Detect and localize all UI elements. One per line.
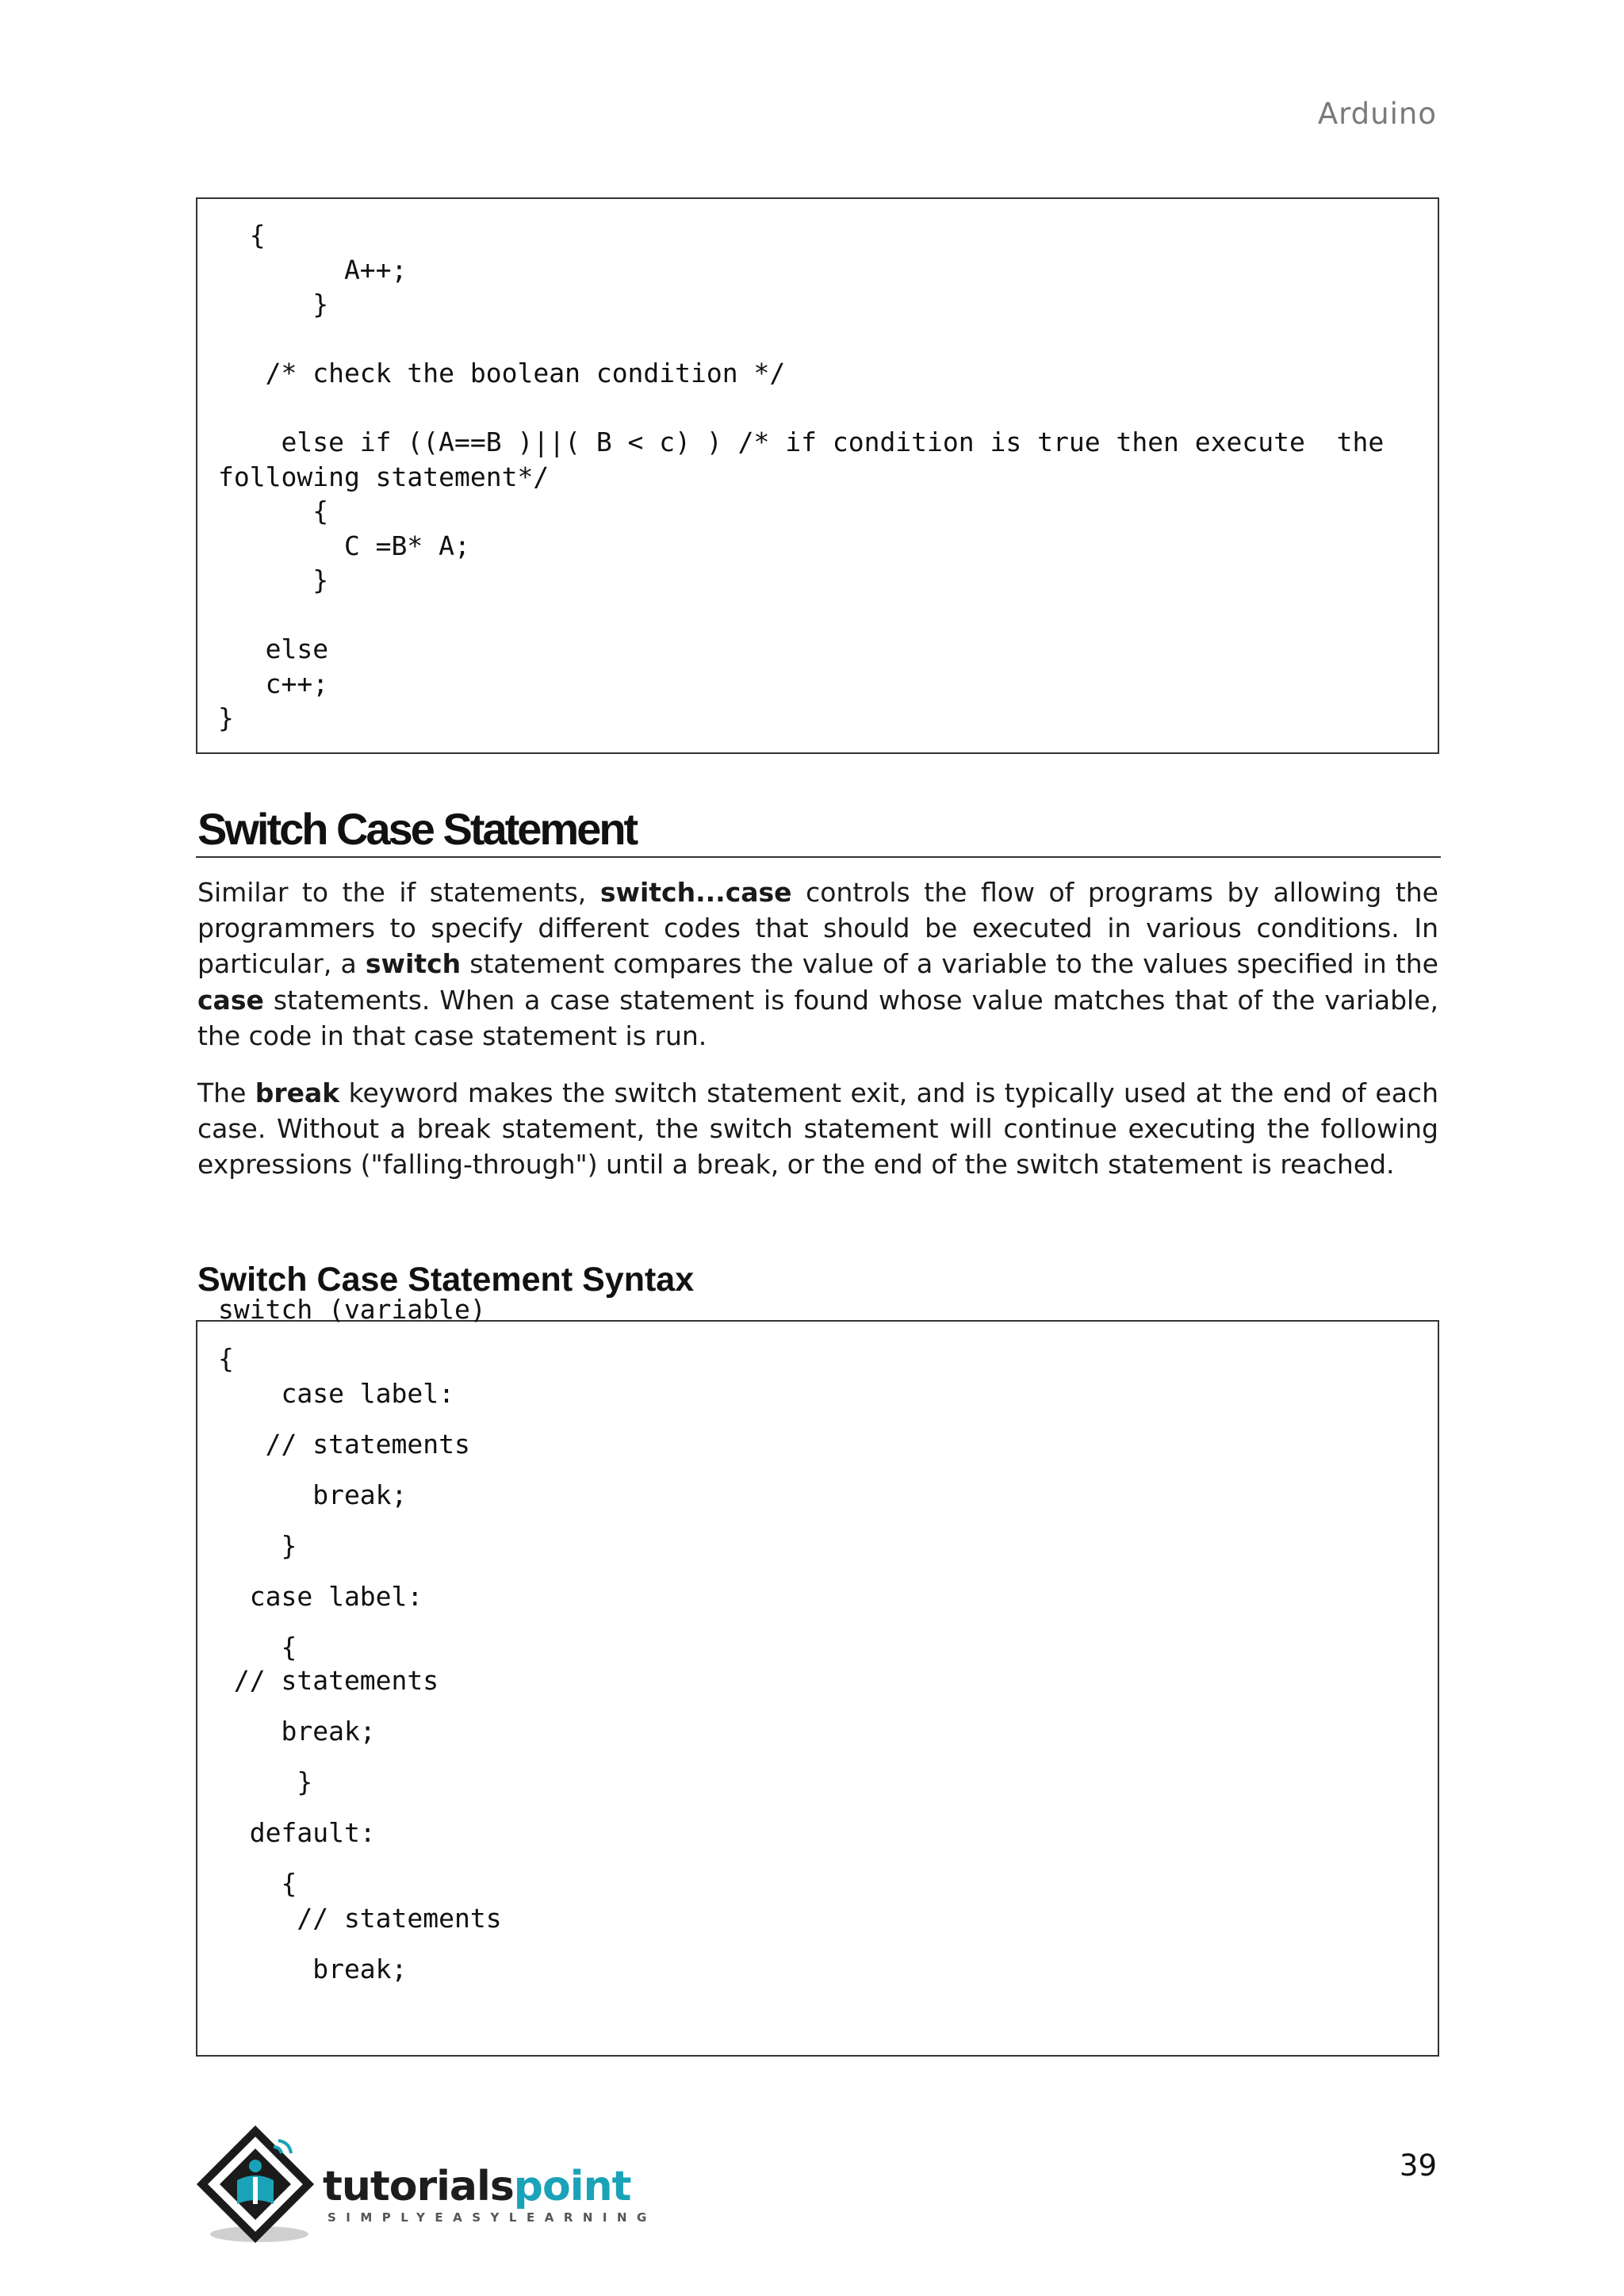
logo-word-tutorials: tutorials — [323, 2163, 514, 2210]
text-run: Similar to the if statements, — [197, 877, 600, 908]
subsection-title: Switch Case Statement Syntax — [197, 1261, 695, 1299]
bold-keyword: case — [197, 984, 264, 1016]
code-block-switch-syntax — [196, 1294, 1439, 2057]
logo-wordmark — [323, 2163, 630, 2210]
bold-keyword: break — [255, 1077, 340, 1108]
code-line: } — [218, 1530, 297, 1561]
text-run: keyword makes the switch statement exit, and is typically used at the end of each case. Without a break statement, the switch statement will continue executing the following expressions ("falling-through") until a break, or the end of the switch statement is reached. — [197, 1077, 1438, 1181]
code-text: { A++; } /* check the boolean condition */ else if ((A==B )||( B < c) ) /* if condition is true then execute the following statement*/ { C =B* A; } else c++; } — [218, 220, 1385, 733]
tutorialspoint-logo — [196, 2125, 657, 2244]
logo-diamond-icon — [196, 2125, 315, 2244]
code-line: // statements — [218, 1903, 502, 1934]
bold-keyword: switch...case — [599, 877, 792, 908]
code-line: break; — [218, 1479, 408, 1510]
code-line: { — [218, 1343, 234, 1374]
code-block-if-else — [196, 197, 1439, 754]
section-divider — [196, 856, 1441, 858]
running-header: Arduino — [1317, 97, 1437, 131]
paragraph-break-keyword — [197, 1075, 1438, 1183]
logo-tagline: SIMPLYEASYLEARNING — [327, 2210, 657, 2225]
page-number: 39 — [1399, 2149, 1437, 2183]
code-line: default: — [218, 1817, 376, 1848]
text-run: controls the flow of programs by allowing the programmers to specify different codes that should be executed in various conditions. In particular, a — [197, 877, 1438, 980]
code-line: { — [218, 1868, 297, 1899]
code-line: case label: — [218, 1581, 423, 1612]
code-line: { — [218, 1632, 297, 1663]
text-run: statements. When a case statement is found whose value matches that of the variable, the code in that case statement is run. — [197, 984, 1438, 1051]
text-run: The — [197, 1077, 255, 1108]
code-line: } — [218, 1766, 313, 1797]
code-line: // statements — [218, 1665, 439, 1696]
code-line: // statements — [218, 1429, 470, 1460]
text-run: statement compares the value of a variable to the values specified in the — [461, 948, 1438, 980]
section-title: Switch Case Statement — [197, 804, 637, 854]
code-line: case label: — [218, 1378, 455, 1409]
code-line: break; — [218, 1954, 408, 1984]
bold-keyword: switch — [365, 948, 462, 980]
code-line: break; — [218, 1716, 376, 1747]
code-line: switch (variable) — [218, 1294, 486, 1325]
paragraph-switch-intro — [197, 874, 1438, 1054]
logo-word-point: point — [513, 2163, 631, 2210]
